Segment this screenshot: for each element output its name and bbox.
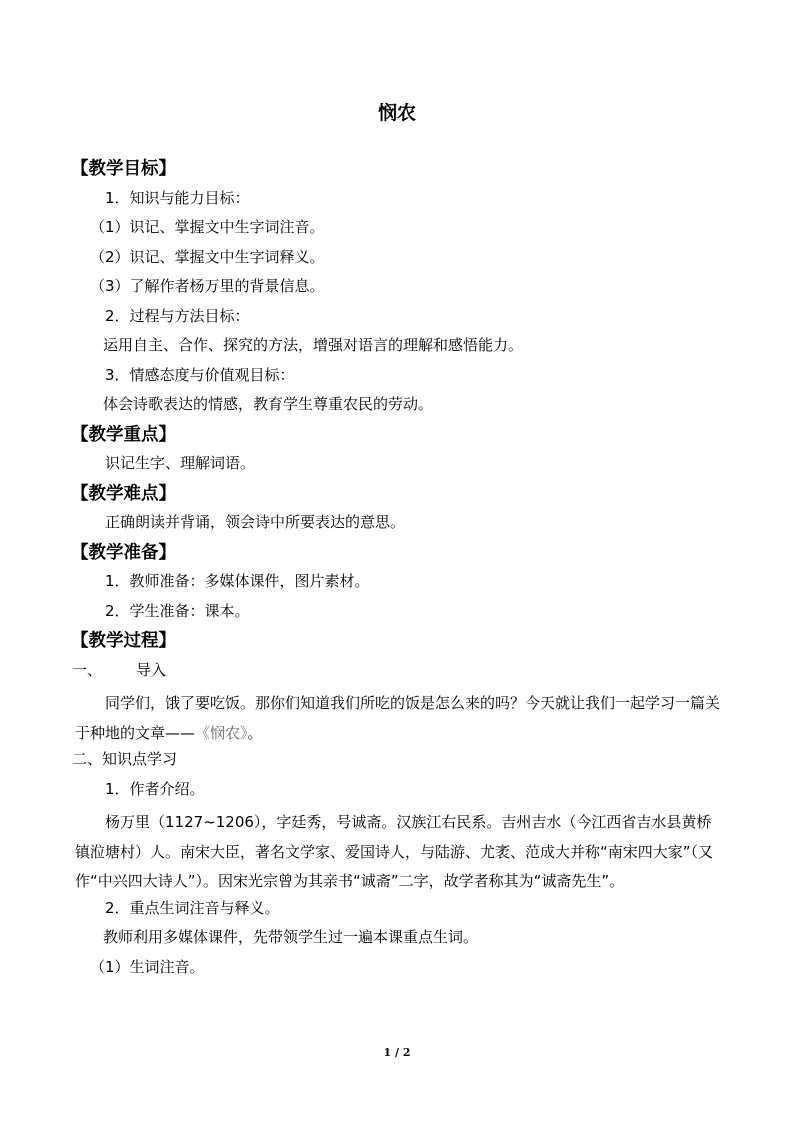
vocab-heading: 2．重点生词注音与释义。 xyxy=(105,898,280,917)
intro-text: 同学们，饿了要吃饭。那你们知道我们所吃的饭是怎么来的吗？今天就让我们一起学习一篇关于种地的文章—— xyxy=(75,694,721,742)
vocab-pronunciation: （1）生词注音。 xyxy=(90,957,205,976)
intro-lesson-title: 《悯农》 xyxy=(195,723,248,742)
author-intro-paragraph: 杨万里（1127~1206），字廷秀，号诚斋。汉族江右民系。吉州吉水（今江西省吉水县黄桥镇涖塘村）人。南宋大臣，著名文学家、爱国诗人，与陆游、尤袤、范成大并称“南宋四大家”（又作“中兴四大诗人”）。因宋光宗曾为其亲书“诚斋”二字，故学者称其为“诚斋先生”。 xyxy=(75,813,714,890)
keypoints-text: 识记生字、理解词语。 xyxy=(105,454,256,472)
preparation-item: 2．学生准备：课本。 xyxy=(105,601,250,620)
objective-process: 2．过程与方法目标： xyxy=(105,306,250,325)
page-number: 1 / 2 xyxy=(383,1046,411,1059)
objective-emotion: 3．情感态度与价值观目标： xyxy=(105,365,295,384)
section-heading-process: 【教学过程】 xyxy=(71,631,176,651)
objective-item: （3）了解作者杨万里的背景信息。 xyxy=(90,277,325,295)
objective-item: （1）识记、掌握文中生字词注音。 xyxy=(90,218,325,236)
process-step-title: 导入 xyxy=(136,660,167,679)
objective-process-text: 运用自主、合作、探究的方法，增强对语言的理解和感悟能力。 xyxy=(103,336,524,354)
objective-item: （2）识记、掌握文中生字词释义。 xyxy=(90,247,325,266)
page-title: 悯农 xyxy=(377,102,416,124)
section-heading-preparation: 【教学准备】 xyxy=(71,542,176,563)
vocab-text: 教师利用多媒体课件，先带领学生过一遍本课重点生词。 xyxy=(103,928,479,946)
intro-paragraph xyxy=(75,689,725,748)
objective-knowledge: 1．知识与能力目标： xyxy=(105,188,250,207)
section-heading-objectives: 【教学目标】 xyxy=(71,159,176,179)
section-heading-keypoints: 【教学重点】 xyxy=(71,424,176,445)
author-intro-heading: 1．作者介绍。 xyxy=(105,779,205,798)
process-step-intro xyxy=(72,660,725,680)
document-body xyxy=(71,158,725,986)
process-step-number: 一、 xyxy=(72,660,103,679)
process-step-knowledge: 二、知识点学习 xyxy=(72,750,178,768)
intro-end: 。 xyxy=(247,723,263,742)
difficulties-text: 正确朗读并背诵，领会诗中所要表达的意思。 xyxy=(105,513,406,531)
objective-emotion-text: 体会诗歌表达的情感，教育学生尊重农民的劳动。 xyxy=(103,395,434,413)
preparation-item: 1．教师准备：多媒体课件，图片素材。 xyxy=(105,572,370,590)
section-heading-difficulties: 【教学难点】 xyxy=(71,483,176,504)
